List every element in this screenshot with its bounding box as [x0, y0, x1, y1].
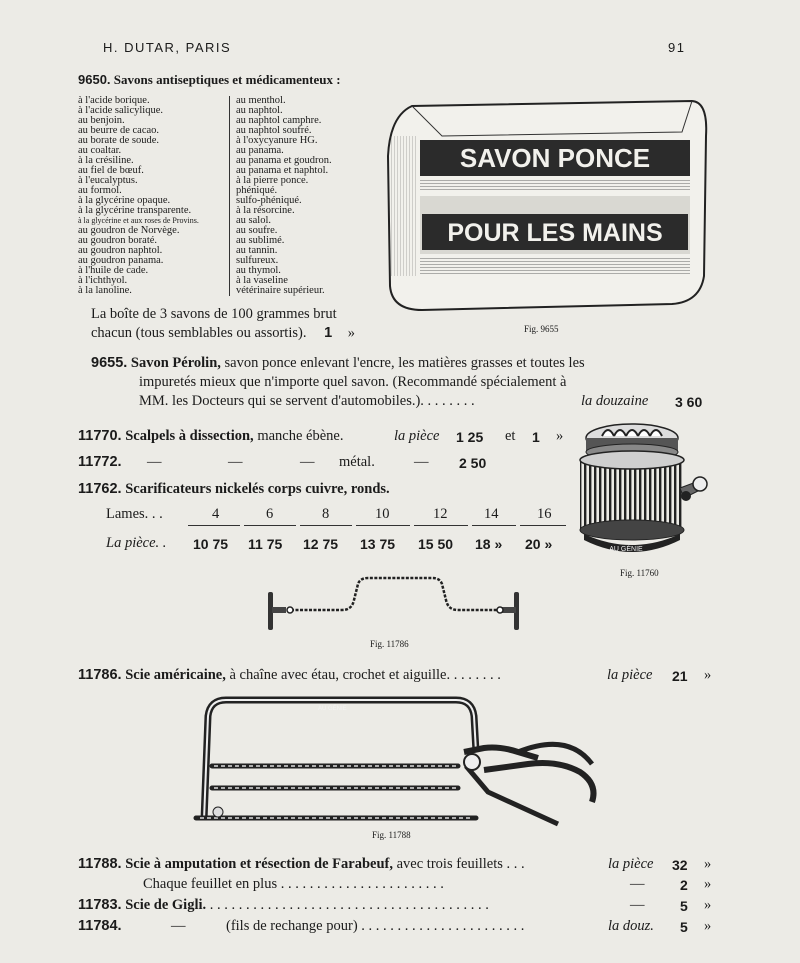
item-11784-dash: —	[171, 918, 186, 934]
item-11784-number	[78, 918, 122, 935]
item-title: Scie américaine,	[125, 667, 226, 683]
item-11772-text: métal.	[339, 454, 375, 470]
soap-list-item: au goudron boraté.	[78, 235, 158, 246]
item-number: 11783.	[78, 897, 122, 913]
price-value: 10 75	[193, 536, 229, 552]
table-rule	[520, 525, 566, 526]
item-number: 11772.	[78, 454, 122, 470]
price-value: 11 75	[248, 536, 283, 552]
item-11783-line	[78, 897, 489, 914]
soap-list-item: à la résorcine.	[236, 205, 295, 216]
item-11770-line	[78, 428, 343, 445]
soap-list-item: au fiel de bœuf.	[78, 165, 144, 176]
scarificator-figure	[574, 418, 714, 568]
price-value: 12 75	[303, 536, 339, 552]
saw-brand: AU GÉNIE	[318, 706, 347, 712]
soap-list-item: au goudron naphtol.	[78, 245, 163, 256]
item-11762-line	[78, 481, 390, 498]
item-title: Scie de Gigli.	[125, 897, 207, 913]
item-title: Scie à amputation et résection de Farabeuf,	[125, 856, 393, 872]
item-text: avec trois feuillets . . .	[396, 856, 525, 872]
item-11783-dash: —	[630, 897, 645, 913]
soap-list-item: à l'acide salicylique.	[78, 105, 163, 116]
item-11786-line	[78, 667, 501, 684]
soap-list-item: à la glycérine et aux roses de Provins.	[78, 216, 199, 225]
soap-list-item: au goudron de Norvège.	[78, 225, 180, 236]
scarificator-brand: AU GÉNIE	[609, 546, 643, 553]
item-11788-sub-price: 2	[680, 877, 688, 893]
lames-value: 16	[537, 506, 552, 522]
fig-9655-caption: Fig. 9655	[524, 324, 559, 334]
item-11786-cents: »	[704, 667, 712, 683]
item-11788-sub-text: Chaque feuillet en plus . . . . . . . . . . . . . . . . . . . . . . .	[143, 876, 444, 892]
lames-label: Lames. . .	[106, 506, 163, 522]
soap-list-item: au salol.	[236, 215, 271, 226]
item-number: 11786.	[78, 667, 122, 683]
item-11770-unit: la pièce	[394, 428, 440, 444]
item-title: Savon Pérolin,	[130, 355, 221, 371]
item-dots: . . . . . . . . . . . . . . . . . . . . . . . . . . . . . . . . . . . . . . .	[209, 897, 489, 913]
soap-list-item: à la glycérine opaque.	[78, 195, 171, 206]
item-9655-unit: la douzaine	[581, 393, 649, 409]
soap-list-item: au sublimé.	[236, 235, 285, 246]
item-11783-price: 5	[680, 898, 688, 914]
item-title: Scarificateurs nickelés corps cuivre, ronds.	[125, 481, 390, 497]
soap-list-item: sulfo-phéniqué.	[236, 195, 302, 206]
item-text: à chaîne avec étau, crochet et aiguille. . . . . . . .	[229, 667, 501, 683]
lames-value: 6	[266, 506, 274, 522]
table-rule	[244, 525, 296, 526]
soap-list-item: au naphtol soufré.	[236, 125, 312, 136]
price-value: 18 »	[475, 536, 503, 552]
soap-list-item: au borate de soude.	[78, 135, 160, 146]
dash: —	[228, 454, 243, 470]
item-11772-number	[78, 454, 122, 471]
item-11788-sub-cents: »	[704, 876, 712, 892]
item-11784-price: 5	[680, 919, 688, 935]
soap-list-item: à l'eucalyptus.	[78, 175, 138, 186]
item-11770-cents: »	[556, 428, 564, 444]
item-number: 9650.	[78, 72, 111, 87]
soap-list-item: à la vaseline	[236, 275, 288, 286]
soap-list-item: au goudron panama.	[78, 255, 164, 266]
item-11788-cents: »	[704, 856, 712, 872]
item-text: manche ébène.	[257, 428, 344, 444]
item-11784-text: (fils de rechange pour) . . . . . . . . . . . . . . . . . . . . . . .	[226, 918, 525, 934]
soap-list-item: phéniqué.	[236, 185, 278, 196]
dash: —	[414, 454, 429, 470]
farabeuf-saw-figure	[188, 692, 604, 828]
item-11786-unit: la pièce	[607, 667, 653, 683]
item-number: 11788.	[78, 856, 122, 872]
soap-list-item: au panama et goudron.	[236, 155, 332, 166]
soap-list-item: au beurre de cacao.	[78, 125, 160, 136]
chain-saw-figure	[262, 574, 528, 634]
lames-value: 12	[433, 506, 448, 522]
publisher-header: H. DUTAR, PARIS	[103, 40, 232, 55]
soap-list-item: au panama et naphtol.	[236, 165, 329, 176]
soap-list-item: à la glycérine transparente.	[78, 205, 192, 216]
table-rule	[188, 525, 240, 526]
box-cents: »	[347, 325, 356, 341]
fig-11786-caption: Fig. 11786	[370, 639, 409, 649]
item-11784-unit: la douz.	[608, 918, 654, 934]
lames-value: 10	[375, 506, 390, 522]
item-9655-price: 3 60	[675, 394, 703, 410]
price-value: 13 75	[360, 536, 396, 552]
dash: —	[300, 454, 315, 470]
piece-label: La pièce. .	[106, 535, 167, 551]
item-title: Scalpels à dissection,	[125, 428, 254, 444]
item-11788-sub-dash: —	[630, 876, 645, 892]
price-value: 20 »	[525, 536, 553, 552]
soap-list-item: au benjoin.	[78, 115, 125, 126]
item-9650-heading	[78, 72, 341, 88]
soap-label-2: POUR LES MAINS	[447, 219, 663, 247]
right-soap-list	[236, 96, 332, 296]
soap-list-item: au naphtol camphre.	[236, 115, 322, 126]
table-rule	[300, 525, 352, 526]
box-line-1: La boîte de 3 savons de 100 grammes brut	[91, 306, 337, 322]
soap-list-item: au soufre.	[236, 225, 278, 236]
soap-box-figure	[382, 96, 712, 318]
soap-list-item: au formol.	[78, 185, 122, 196]
item-title: Savons antiseptiques et médicamenteux :	[113, 72, 341, 87]
column-divider	[229, 96, 230, 296]
fig-11788-caption: Fig. 11788	[372, 830, 411, 840]
soap-label-1: SAVON PONCE	[459, 143, 651, 173]
item-11770-price2: 1	[532, 429, 540, 445]
item-number: 11784.	[78, 918, 122, 934]
soap-list-item: vétérinaire supérieur.	[236, 285, 325, 296]
table-rule	[356, 525, 410, 526]
soap-list-item: au menthol.	[236, 95, 286, 106]
soap-list-item: au thymol.	[236, 265, 281, 276]
box-line-2-text: chacun (tous semblables ou assortis).	[91, 325, 307, 341]
item-11788-line	[78, 856, 525, 873]
item-11770-price1: 1 25	[456, 429, 484, 445]
item-number: 9655.	[91, 355, 128, 371]
table-rule	[472, 525, 516, 526]
soap-list-item: à l'huile de cade.	[78, 265, 149, 276]
soap-list-item: à la lanoline.	[78, 285, 132, 296]
soap-list-item: à l'ichthyol.	[78, 275, 128, 286]
item-9655-text1: savon ponce enlevant l'encre, les matières grasses et toutes les	[224, 355, 585, 371]
lames-value: 8	[322, 506, 330, 522]
price-value: 15 50	[418, 536, 454, 552]
box-price: 1	[324, 325, 333, 341]
item-9655-line2: impuretés mieux que n'importe quel savon. (Recommandé spécialement à	[139, 374, 567, 390]
lames-value: 14	[484, 506, 499, 522]
item-number: 11762.	[78, 481, 122, 497]
soap-list-item: sulfureux.	[236, 255, 279, 266]
item-11784-cents: »	[704, 918, 712, 934]
item-9655-line1	[91, 355, 585, 372]
soap-list-item: à l'acide borique.	[78, 95, 150, 106]
item-number: 11770.	[78, 428, 122, 444]
soap-list-item: au panama.	[236, 145, 284, 156]
item-11788-price: 32	[672, 857, 688, 873]
soap-list-item: à la crésiline.	[78, 155, 134, 166]
item-11786-price: 21	[672, 668, 688, 684]
page-number: 91	[668, 40, 686, 55]
box-line-2	[91, 325, 355, 342]
item-11788-unit: la pièce	[608, 856, 654, 872]
soap-list-item: au coaltar.	[78, 145, 122, 156]
left-soap-list	[78, 96, 199, 296]
dash: —	[147, 454, 162, 470]
soap-list-item: à la pierre ponce.	[236, 175, 309, 186]
soap-list-item: au naphtol.	[236, 105, 283, 116]
table-rule	[414, 525, 468, 526]
item-11772-price: 2 50	[459, 455, 487, 471]
item-11783-cents: »	[704, 897, 712, 913]
item-11770-et: et	[505, 428, 516, 444]
fig-11760-caption: Fig. 11760	[620, 568, 659, 578]
soap-list-item: au tannin.	[236, 245, 278, 256]
lames-value: 4	[212, 506, 220, 522]
item-9655-line3: MM. les Docteurs qui se servent d'automobiles.). . . . . . . .	[139, 393, 475, 409]
soap-list-item: à l'oxycyanure HG.	[236, 135, 318, 146]
